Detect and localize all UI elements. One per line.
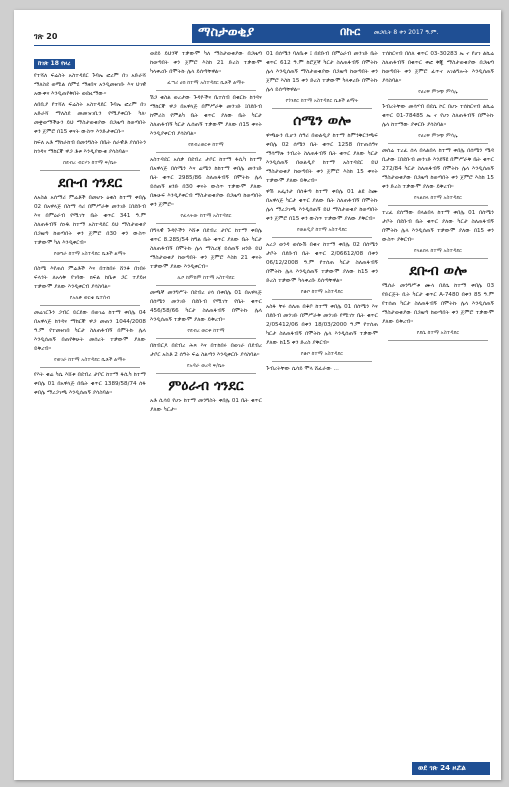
notice-issuer: የደሴ ከተማ አስተዳደር bbox=[416, 330, 460, 336]
notice-divider bbox=[156, 152, 256, 153]
notice-text bbox=[382, 282, 494, 327]
notice-paragraph: አቶ ሲሳይ የሆኑ ከተማ መንግስት ቀበሌ 01 ቤት ቁጥር ያለው ካርታ። bbox=[150, 398, 262, 413]
notice-issuer: የፈላትው ከተማ አስተዳደር bbox=[180, 213, 232, 219]
notice-issuer: የላልበላ ከተማ አስተዳደር bbox=[413, 195, 462, 201]
notice-text bbox=[266, 365, 378, 374]
notice-text bbox=[34, 371, 146, 398]
notice-paragraph: ተሰከርናብ በሰለ ቁጥር 03-30283 ኤ ኖ የሆነ ልኬሬ ስለጠፋብኝ በቁጥር ቀፎ ቅጂ ማስታወቂያው በጋዜጣ ከወጣበት ቀን ጀምሮ ፈጥኖ አገልግሎት እንዲሰጠኝ ያሳስባል። bbox=[382, 51, 494, 84]
continuation-footer bbox=[412, 762, 490, 775]
notice-issuer: የደብረወርቅ ከተማ bbox=[188, 142, 224, 148]
notice-issuer: የአዳራ ወረዳ ፍ/ቤት bbox=[187, 363, 225, 369]
notice-issuer: ፈጣሪ ሀበ ከተማ አስተዳደር ቤቶች ልማት bbox=[167, 80, 245, 86]
notice-text bbox=[266, 303, 378, 348]
notice-paragraph: ጉብረትቸው ሴሳይ ሞላ ሸፈራው ... bbox=[266, 366, 339, 372]
notice-text bbox=[150, 342, 262, 360]
notice-text bbox=[382, 147, 494, 192]
notice-divider bbox=[156, 285, 256, 286]
notice-paragraph: ወደይ ይህንኛ ተቃውሞ ካለ ማስታወቂያው በጋዜጣ ከወጣበት ቀን ጀምሮ እስከ 21 ድረስ ተቃውሞ ካላቀረቡ በሞትኩ ሌላ ይሰጣቸዋል። bbox=[150, 51, 262, 75]
notice-paragraph: ሽጋ ቁስል ወረታው ጉዳዮችና ቤተሰብ በቁርኩ ከጎዳና ማከርኞ ዋጋ በአዋላጅ በምሥራቅ መንገድ ፤በደቡብ ከሞሪስ የምልካ ቤት ቁጥር ያለው ቤት ካርታ ስለጠፋብኝ ካርታ ሊሰጠኝ ተቃውሞ ያለው በ15 ቀናት እንዲያቀርብ ያሳስባል። bbox=[150, 95, 262, 137]
notice-paragraph: አስተዳደር አሰቃ በደብረ ታቦር ከተማ ፋሲካ ከተማ በአዋላጅ በሰሜን እና ሬሜን ከከተማ ቀበሌ መንገድ ቤት ቁጥር 2985/86 ስለጠፋብኝ በሞትኩ ሌላ ይሰጠኝ ዘንድ በ30 ቀናት ውስጥ ተቃውሞ ያለው በጽሁፍ እንዲያቀርብ ማስታወቂያው በጋዜጣ ከወጣበት ቀን ጀምሮ። bbox=[150, 157, 262, 208]
notice-paragraph: ሚሰራ መንግሥቱ ሙላ በደሴ ከተማ ቀበሌ 03 የድርጅት ቢት ካርታ ቁጥር A-7480 በቀን 85 ዓ.ም የተሰጠ ካርታ ስለጠፋብኝ በሞትኩ ሌላ እንዲሰጠኝ ማስታወቂያው በጋዜጣ ከወጣበት ቀን ጀምሮ ተቃውሞ ያለው ይቅረብ። bbox=[382, 283, 494, 325]
notice-divider bbox=[388, 340, 488, 341]
notice-text bbox=[150, 94, 262, 139]
header-banner bbox=[192, 24, 490, 43]
notice-divider bbox=[40, 170, 140, 171]
notice-paragraph: ለበቢያ የተሻለ ፍሬስት አስተዳደር ጉባኤ ፎረም በገ አድራሻ ማለስደ መመዝገቢን የሚያቀርቡ ካለ፡ መቋወማችሁን ይህ ማስታወቂያው በጋዜጣ ከወጣበት ቀን ጀምሮ በ15 ቀናት ውስጥ እንድታቀርቡ። bbox=[34, 102, 146, 135]
notice-divider bbox=[272, 299, 372, 300]
notice-issuer: ሊቦ ከምከም ከተማ አስተዳደር bbox=[177, 275, 235, 281]
notice-issuer: የቆቦ ከተማ አስተዳደር bbox=[300, 289, 344, 295]
notice-text bbox=[266, 132, 378, 224]
notice-paragraph: መሬገርጉን ጋብር ይርደው በወገሬ ከተማ ቀበሌ 04 በአዋላጅ ከጎዳና ማከርኞ ዋጋ መጠን 1044/2008 ዓ.ም የተመዘገበ ካርታ ስለጠፋብኝ በምትኩ ሌላ እንዲሰጠኝ በጠየቅሁት መሰረት ተቃውሞ ያለው ይቅረብ። bbox=[34, 310, 146, 352]
notice-divider bbox=[272, 237, 372, 238]
notice-divider bbox=[272, 108, 372, 109]
notice-divider bbox=[272, 361, 372, 362]
notice-paragraph: መጫኛ መንግሥት በደብረ ሀሳ በቀበሌ 01 በአዋላጅ በሰሜን መንገድ በደቡብ የሚገኘ የቤት ቁጥር 456/58/66 ካርታ ስለጠፋብኝ በሞትኩ ሌላ እንዲሰጠኝ ተቃውሞ ያለው ይቅረብ። bbox=[150, 290, 262, 323]
region-heading: ምዕራብ ጎንደር bbox=[168, 378, 244, 394]
notice-divider bbox=[388, 205, 488, 206]
notice-paragraph: የተሻለ ፍሬስት አስተዳደር ጉባኤ ፎረም በገ አድራሻ ማለስደ ወሚል ሰምሂ ማዘበና አንዲመዘገቡ እና ህገዊ አውቀና እንዲጠየቅበት ወደዚማው። bbox=[34, 73, 146, 97]
continuation-label: ወደ ገጽ 24 ዞሯል bbox=[418, 764, 466, 772]
notice-text bbox=[382, 103, 494, 130]
notice-paragraph: በግላዊ ጉዳዮችን እሸቱ በደብረ ታቦር ከተማ ቀበሌ ቁጥር 8.285/54 ከግል ቤት ቁጥር ያለው ቤት ካርታ ስለጠፋብኝ በሞትኩ ሌላ ማስረጃ ይሰጠኝ ዘንድ ይህ ማስታወቂያ ከወጣበት ቀን ጀምሮ እስከ 21 ቀናት ተቃውሞ ያለው እንዲቀርብ። bbox=[150, 228, 262, 270]
notice-divider bbox=[388, 143, 488, 144]
notice-paragraph: ዋጫሁን ቢሆን ሰዓሪ በወልዲያ ከተማ ከምንቅርንጫፍ ቀበሌ 02 ሰሜን ቤት ቁጥር 1258 በተጠሰዓና ማሳማጽ ንብረት ስለጠፋብኝ ቤት ቁጥር ያለው ካርታ እንዲሰጠኝ በወልዲያ ከተማ አስተዳደር ይህ ማስታወቂያ ከወጣበት ቀን ጀምሮ እስከ 15 ቀናት ተቃውሞ ያለው ይቅረብ። bbox=[266, 133, 378, 184]
notice-text bbox=[34, 309, 146, 354]
masthead bbox=[340, 25, 485, 42]
notice-paragraph: የእት ቁሬ ካሴ እሸቱ በደብረ ታቦር ከተማ ፋሲካ ከተማ ቀበሌ 01 በአዋላጅ በቤት ቁጥር 1389/58/74 ሰፋ ቀበሌ ማረጋገጫ እንዲሰጠኝ ያሳስባል። bbox=[34, 372, 146, 396]
notice-issuer: የደብረ ወርቅ ከተማ bbox=[187, 328, 225, 334]
notice-text bbox=[34, 265, 146, 292]
notice-issuer: የሀረዋ ምንጭ ምሳሌ bbox=[418, 89, 458, 95]
column-1 bbox=[34, 50, 146, 747]
header-rule bbox=[34, 45, 490, 46]
notice-divider bbox=[156, 90, 256, 91]
notice-issuer: የወገራ ከተማ አስተዳደር ቤቶች ልማት bbox=[54, 357, 126, 363]
notice-divider bbox=[156, 223, 256, 224]
section-title: ማስታወቂያ bbox=[198, 25, 255, 40]
region-heading: ደቡብ ወሎ bbox=[409, 263, 467, 279]
notice-text bbox=[382, 209, 494, 245]
newspaper-name: በኩር bbox=[340, 25, 361, 38]
notice-paragraph: በስሜ እየጠሰ ምሬቶች እና በተከበሩ ሸንቆ በነበሩ ፍላጎት ለአላቅ የገባው ክፍል ከቤቱ ጋር ተያይዞ ተቃውሞ ያለው እንዲቀርብ ያሳስባል። bbox=[34, 266, 146, 290]
notice-issuer: በደብረ ብርሃን ከተማ ፍ/ቤት bbox=[63, 160, 117, 166]
notice-paragraph: ተረፈ ደሰማው በላልበላ ከተማ ቀበሌ 01 በሰሜን ታቦት በደቡብ ቤት ቁጥር ያለው ካርታ ስለጠፋብኝ በሞትኩ ሌላ እንዲሰጠኝ ተቃውሞ ያለው በ15 ቀን ውስጥ ያቅርብ። bbox=[382, 210, 494, 243]
notice-divider bbox=[156, 373, 256, 374]
column-2 bbox=[150, 50, 262, 747]
region-heading: ሰሜን ወሎ bbox=[293, 113, 351, 129]
notice-issuer: የቆቦ ከተማ አስተዳደር bbox=[300, 351, 344, 357]
notice-text bbox=[382, 50, 494, 86]
notice-text bbox=[150, 289, 262, 325]
notice-text bbox=[150, 156, 262, 210]
notice-paragraph: በከብርዶ በደብረ ሕጻ እና በተከበሩ በወገራ በደብረ ታቦር አስቶ 2 ሰዓት ፍሬ ስልጣን እንዲቀርቡ ያሳስባል። bbox=[150, 343, 262, 358]
notice-paragraph: ጉብረትቸው መሳሃብ በደሴ ኮር በሆኑ ተሰከርናብ ልኬሬ ቁጥር 01-78485 ኤ ኖ የሆነ ስለጠፋብኝ በምትኩ ሌላ ከተማው ያቀርቡ ያሳስባል። bbox=[382, 104, 494, 128]
notice-issuer: የወልዲያ ከተማ አስተዳደር bbox=[296, 227, 348, 233]
continued-from-tag: ከገጽ 18 የዞረ bbox=[34, 59, 75, 69]
notice-paragraph: አስፋ ቸሩ ሰለጠ በቆቦ ከተማ ቀበሌ 01 በሰሜን እና በደቡብ መንገድ በምሥራቅ መንገድ የሚገኘ ቤት ቁጥር 2/05412/06 በቀን 18/03/2000 ዓ.ም የተሰጠ ካርታ ስለጠፋብኝ በሞትኩ ሌላ እንዲሰጠኝ ተቃውሞ ያለው ከ15 ቀን ድረስ ያቅርብ። bbox=[266, 304, 378, 346]
notice-divider bbox=[156, 338, 256, 339]
column-4 bbox=[382, 50, 494, 747]
notice-text bbox=[34, 72, 146, 157]
notice-divider bbox=[40, 305, 140, 306]
notice-paragraph: መሰሬ ተረፈ ሰላ በላልበላ ከተማ ቀበሌ በሰሜን ሜዳ ቢታው ፤በደቡብ መንገድ እንደኝዩ በምሥራቅ ቤት ቁጥር 272/84 ካርታ ስለጠፋብኝ በሞትኩ ሌላ እንዲሰጠኝ ማስታወቂያው በጋዜጣ ከወጣበት ቀን ጀምሮ እስከ 15 ቀን ድረስ ተቃውሞ ያለው ይቅረብ። bbox=[382, 148, 494, 190]
notice-text bbox=[150, 50, 262, 77]
notice-paragraph: ከፍለ አቶ ማከራከብ በመንግስት በቤት ሰራዊቶ ያሰበትን ከጎዳና ማከርኞ ዋጋ ቶቱ እንዲያውቁ ያሳስባል። bbox=[34, 140, 146, 155]
issue-date: መጋቢት 8 ቀን 2017 ዓ.ም. bbox=[374, 29, 439, 36]
notice-paragraph: ለአስል አሰማሪ ምሬቶች በመሆኑ ዕቁስ ከተማ ቀበሌ 02 በአዋላጅ በስማ ሳሪ በምሥራቅ መንገድ ፤በደቡብ እና በምዕራብ የሚገኘ ቤት ቁጥር 341 ዓ.ም ስለጠፋብኝ ሰነዱ ከተማ አስተዳደር ይህ ማስታወቂያ በጋዜጣ ከወጣበት ቀን ጀምሮ በ30 ቀን ውስጥ ተቃውሞ ካለ እንዲቀርብ። bbox=[34, 195, 146, 246]
notice-divider bbox=[388, 258, 488, 259]
notice-issuer: የወግራ ከተማ አስተዳደር ቤቶች ልማት bbox=[53, 251, 127, 257]
notice-paragraph: ዋሽ አፌንታ በሰቆጣ ከተማ ቀበሌ 01 ልዩ ስሙ በአዋላጅ ካርታ ቁጥር ያለው ቤት ስለጠፋብኝ በሞትኩ ሌላ ማረጋገጫ እንዲሰጠኝ ይህ ማስታወቂያ ከወጣበት ቀን ጀምሮ በ15 ቀን ውስጥ ተቃውሞ ያለው ያቅርብ። bbox=[266, 189, 378, 222]
notice-text bbox=[150, 227, 262, 272]
notice-divider bbox=[40, 261, 140, 262]
notice-text bbox=[266, 50, 378, 95]
notice-text bbox=[266, 241, 378, 286]
notice-divider bbox=[388, 99, 488, 100]
notice-issuer: የአለቃ ወርቄ ቤተሰብ bbox=[69, 295, 111, 301]
column-3 bbox=[266, 50, 378, 747]
notice-text bbox=[34, 194, 146, 248]
notice-issuer: የጎንደር ከተማ አስተዳደር ቤቶች ልማት bbox=[285, 98, 359, 104]
newspaper-page bbox=[14, 10, 501, 780]
notice-issuer: የላልበላ ከተማ አስተዳደር bbox=[413, 248, 462, 254]
notice-divider bbox=[40, 367, 140, 368]
page-number: ገጽ 20 bbox=[34, 32, 58, 41]
region-heading: ደቡብ ጎንደር bbox=[57, 175, 123, 191]
notice-text bbox=[150, 397, 262, 415]
notice-issuer: የሀረዋ ምንጭ ምሳሌ bbox=[418, 133, 458, 139]
notice-paragraph: አረጋ ወንዳ ወሰኑሽ በቁኖ ከተማ ቀበሌ 02 በሰሜን ታቦት በደቡብ ቤት ቁጥር 2/06612/08 በቀን 06/12/2008 ዓ.ም የተሰጠ ካርታ ስለጠፋብኝ በሞትኩ ሌላ እንዲሰጠኝ ተቃውሞ ያለው ከ15 ቀን ድረስ ተቃውሞ ካላቀረቡ ይሰጣቸዋል። bbox=[266, 242, 378, 284]
notice-paragraph: 01 በሰሜን ባለቤቱ ፤ በደቡብ በምዕራብ መንገድ ቤት ቁጥር 612 ዓ.ም ከሮጀኛ ካርታ ስለጠፋብኝ በሞትኩ ሌላ እንዲሰጠኝ ማስታወቂያው በጋዜጣ ከወጣበት ቀን ጀምሮ እስከ 15 ቀን ድረስ ተቃውሞ ካላቀረቡ በሞትኩ ሌላ ይሰጣቸዋል። bbox=[266, 51, 378, 93]
